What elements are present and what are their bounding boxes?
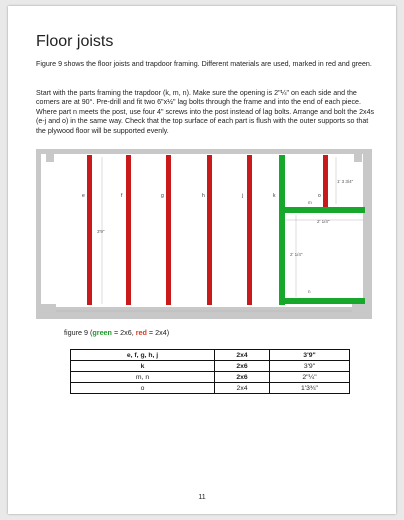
trapdoor-n [279, 298, 365, 304]
figure-caption [64, 328, 169, 337]
table-cell: 2x4 [215, 350, 270, 361]
instructions-paragraph: Start with the parts framing the trapdoor (k, m, n). Make sure the opening is 2"¼" on each side and the corners are at 90°. Pre-drill and fit two 6"x½" lag bolts through the frame and into the end of each piece. Where part n meets the post, use four 4" screws into the post instead of lag bolts. Arrange and bolt the 2x4s (e-j and o) in the same way. Check that the top surface of each part is flush with the outer supports so that the plywood floor will be supported evenly. [36, 89, 375, 135]
joist-g [166, 155, 171, 305]
caption-mid: = 2x6, [111, 328, 136, 337]
table-cell: 2x6 [215, 372, 270, 383]
figure-9-diagram [36, 149, 372, 319]
table-row [71, 361, 350, 372]
frame-tab-right [354, 149, 362, 162]
table-cell: 2x4 [215, 383, 270, 394]
joist-k [279, 155, 285, 305]
joist-o [323, 155, 328, 212]
intro-paragraph: Figure 9 shows the floor joists and trapdoor framing. Different materials are used, marked in red and green. [36, 60, 372, 68]
joist-label-j: j [242, 193, 244, 199]
joist-label-g: g [161, 193, 164, 199]
frame-tab-left [46, 149, 54, 162]
joist-f [126, 155, 131, 305]
table-cell: 2"¼" [270, 372, 350, 383]
dim-label-m: 2' 1/4" [317, 219, 330, 224]
joist-j [247, 155, 252, 305]
joist-label-o: o [318, 193, 321, 199]
caption-red-word: red [135, 328, 147, 337]
table-cell: 1'3¾" [270, 383, 350, 394]
table-cell: e, f, g, h, j [71, 350, 215, 361]
joist-label-e: e [82, 193, 85, 199]
joist-h [207, 155, 212, 305]
dim-label-o: 1' 3 3/4" [337, 179, 354, 184]
joist-label-h: h [202, 193, 205, 199]
table-row [71, 372, 350, 383]
table-cell: 3'9" [270, 350, 350, 361]
table-cell: 2x6 [215, 361, 270, 372]
frame-tab-mid [56, 304, 352, 307]
joist-label-k: k [273, 193, 276, 199]
trapdoor-m [279, 207, 365, 213]
table-cell: 3'9" [270, 361, 350, 372]
parts-table [70, 349, 350, 394]
dim-label-k: 2' 1/4" [290, 252, 303, 257]
dim-label-joist: 3'9" [97, 229, 105, 234]
table-row [71, 383, 350, 394]
joist-label-f: f [121, 193, 123, 199]
table-header-row [71, 350, 350, 361]
caption-suffix: = 2x4) [146, 328, 170, 337]
joist-e [87, 155, 92, 305]
label-m: m [308, 200, 312, 205]
page-title: Floor joists [36, 33, 114, 50]
page-number: 11 [198, 494, 206, 501]
caption-prefix: figure 9 ( [64, 328, 93, 337]
caption-green-word: green [92, 328, 112, 337]
table-cell: k [71, 361, 215, 372]
label-n: n [308, 289, 311, 294]
table-cell: m, n [71, 372, 215, 383]
document-page [8, 6, 396, 514]
table-cell: o [71, 383, 215, 394]
